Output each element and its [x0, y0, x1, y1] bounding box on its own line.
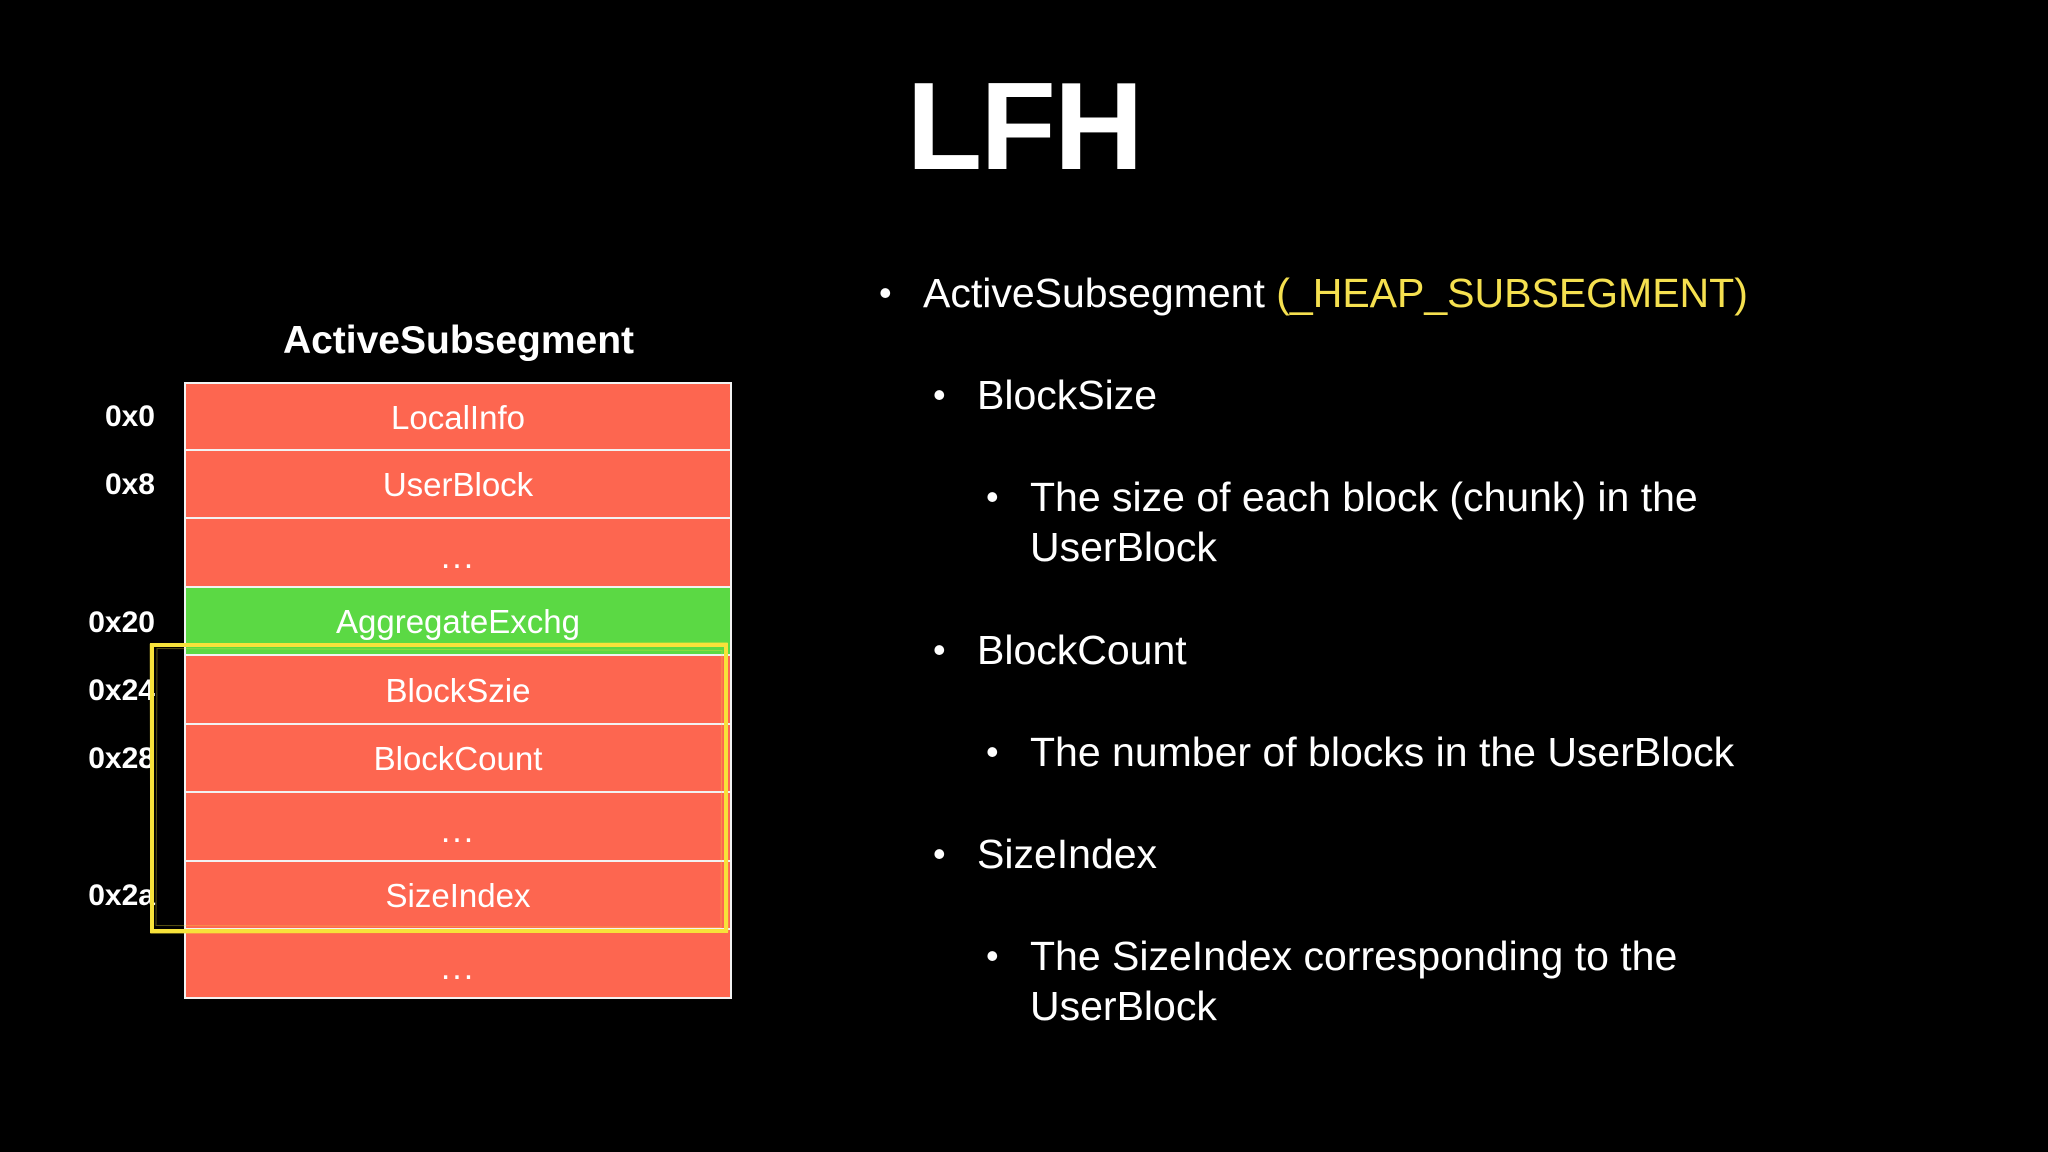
field-label: ...	[440, 538, 476, 577]
field-label: BlockCount	[373, 740, 543, 778]
bullet-blocksize-desc	[986, 472, 1698, 572]
field-label: SizeIndex	[385, 877, 531, 915]
bullet-blockcount	[933, 625, 1187, 675]
bullet-text: BlockCount	[977, 627, 1187, 673]
field-label: AggregateExchg	[335, 603, 580, 641]
bullet-sizeindex-desc	[986, 931, 1678, 1031]
bullet-sizeindex	[933, 829, 1158, 879]
bullet-text: The number of blocks in the UserBlock	[1030, 729, 1735, 775]
offset-label: 0x2a	[88, 879, 155, 912]
bullet-text: BlockSize	[977, 372, 1158, 418]
bullet-active-subsegment	[879, 268, 1748, 318]
offset-label: 0x24	[88, 674, 155, 707]
bullet-dot: •	[986, 935, 999, 976]
bullet-text: The size of each block (chunk) in the	[1030, 474, 1698, 520]
bullet-dot: •	[933, 374, 946, 415]
bullet-dot: •	[933, 833, 946, 874]
bullet-text: ActiveSubsegment	[923, 270, 1265, 316]
offset-label: 0x28	[88, 742, 155, 775]
offset-label: 0x8	[104, 468, 155, 501]
slide-title: LFH	[906, 58, 1142, 196]
field-label: UserBlock	[382, 466, 534, 504]
struct-title: ActiveSubsegment	[282, 319, 635, 362]
bullet-text: The SizeIndex corresponding to the	[1030, 933, 1678, 979]
type-hint: (_HEAP_SUBSEGMENT)	[1276, 270, 1748, 316]
bullet-blocksize	[933, 370, 1158, 420]
offset-label: 0x20	[88, 606, 155, 639]
bullet-text: UserBlock	[1030, 983, 1217, 1029]
offset-label: 0x0	[104, 400, 155, 433]
bullet-text: UserBlock	[1030, 524, 1217, 570]
bullet-dot: •	[879, 272, 892, 313]
bullet-dot: •	[986, 476, 999, 517]
field-label: ...	[440, 949, 476, 988]
bullet-dot: •	[933, 629, 946, 670]
bullet-text: SizeIndex	[977, 831, 1158, 877]
field-label: BlockSzie	[385, 671, 531, 709]
field-label: ...	[440, 812, 476, 851]
bullet-blockcount-desc	[986, 727, 1735, 777]
field-label: LocalInfo	[391, 398, 525, 436]
bullet-dot: •	[986, 731, 999, 772]
